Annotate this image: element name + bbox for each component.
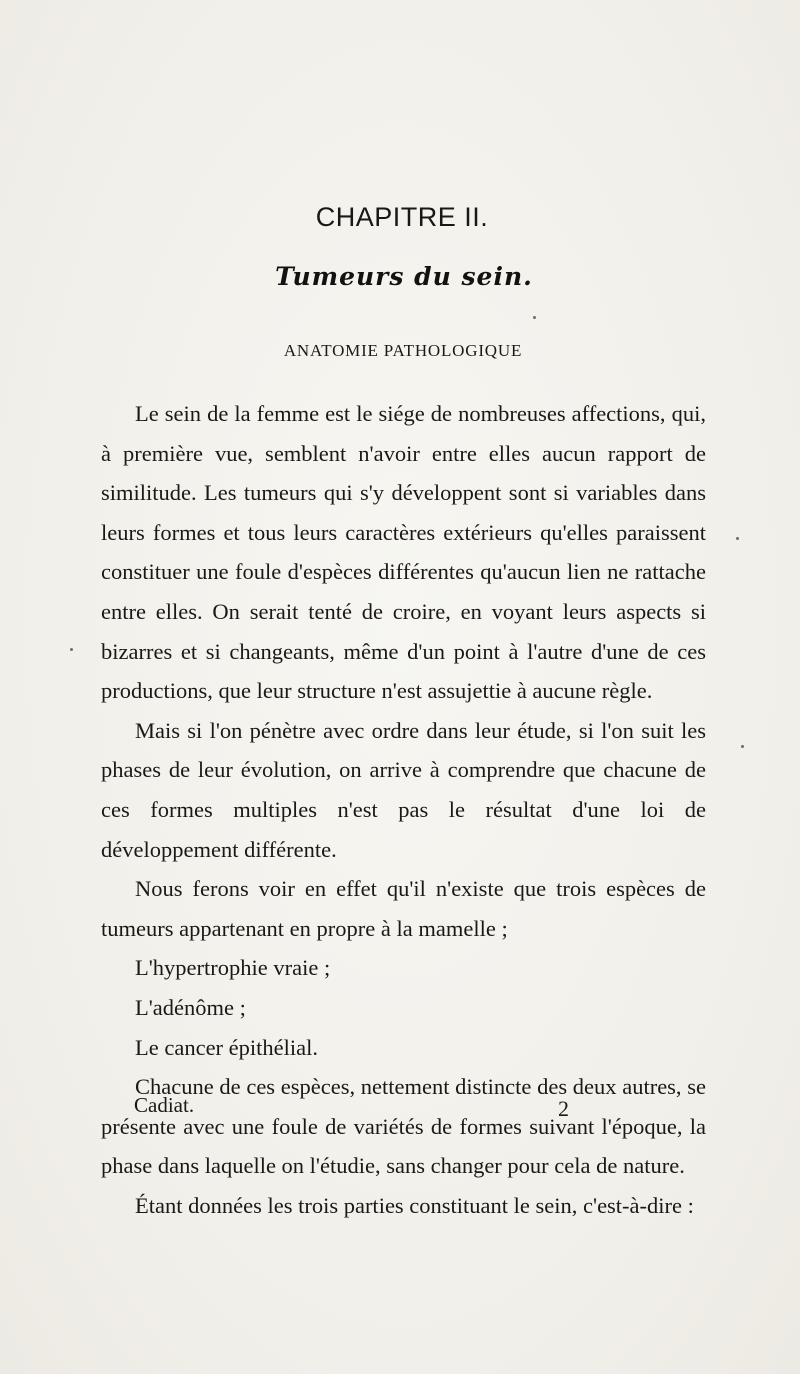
paragraph: Étant données les trois parties constituant le sein, c'est-à-dire : [135,1192,694,1218]
paragraph: Nous ferons voir en effet qu'il n'existe que trois espèces de tumeurs appartenant en propre à la mamelle ; [101,876,706,941]
paragraph: Le sein de la femme est le siége de nombreuses affections, qui, à première vue, semblent n'avoir entre elles aucun rapport de similitude. Les tumeurs qui s'y développent sont si variables dans leurs formes et tous leurs caractères extérieurs qu'elles paraissent constituer une foule d'espèces différentes qu'aucun lien ne rattache entre elles. On serait tenté de croire, en voyant leurs aspects si bizarres et si changeants, même d'un point à l'autre d'une de ces productions, que leur structure n'est assujettie à aucune règle. [101,401,706,704]
paragraph: Chacune de ces espèces, nettement distincte des deux autres, se présente avec une foule de variétés de formes suivant l'époque, la phase dans laquelle on l'étudie, sans changer pour cela de nature. [101,1074,706,1179]
paper-speck [736,537,739,540]
chapter-title: Tumeurs du sein. [275,262,533,291]
paper-speck [533,316,536,319]
paper-speck [741,745,744,748]
signature-mark: Cadiat. [134,1093,195,1117]
list-item: L'hypertrophie vraie ; [135,955,331,981]
sheet-number: 2 [558,1096,569,1121]
list-item: Le cancer épithélial. [135,1034,319,1060]
section-heading: ANATOMIE PATHOLOGIQUE [283,341,523,360]
paragraph: Mais si l'on pénètre avec ordre dans leur étude, si l'on suit les phases de leur évolution, on arrive à comprendre que chacune de ces formes multiples n'est pas le résultat d'une loi de développement différente. [101,717,706,862]
paper-speck [70,648,73,651]
list-item: L'adénôme ; [135,994,246,1020]
chapter-heading: CHAPITRE II. [315,202,489,232]
